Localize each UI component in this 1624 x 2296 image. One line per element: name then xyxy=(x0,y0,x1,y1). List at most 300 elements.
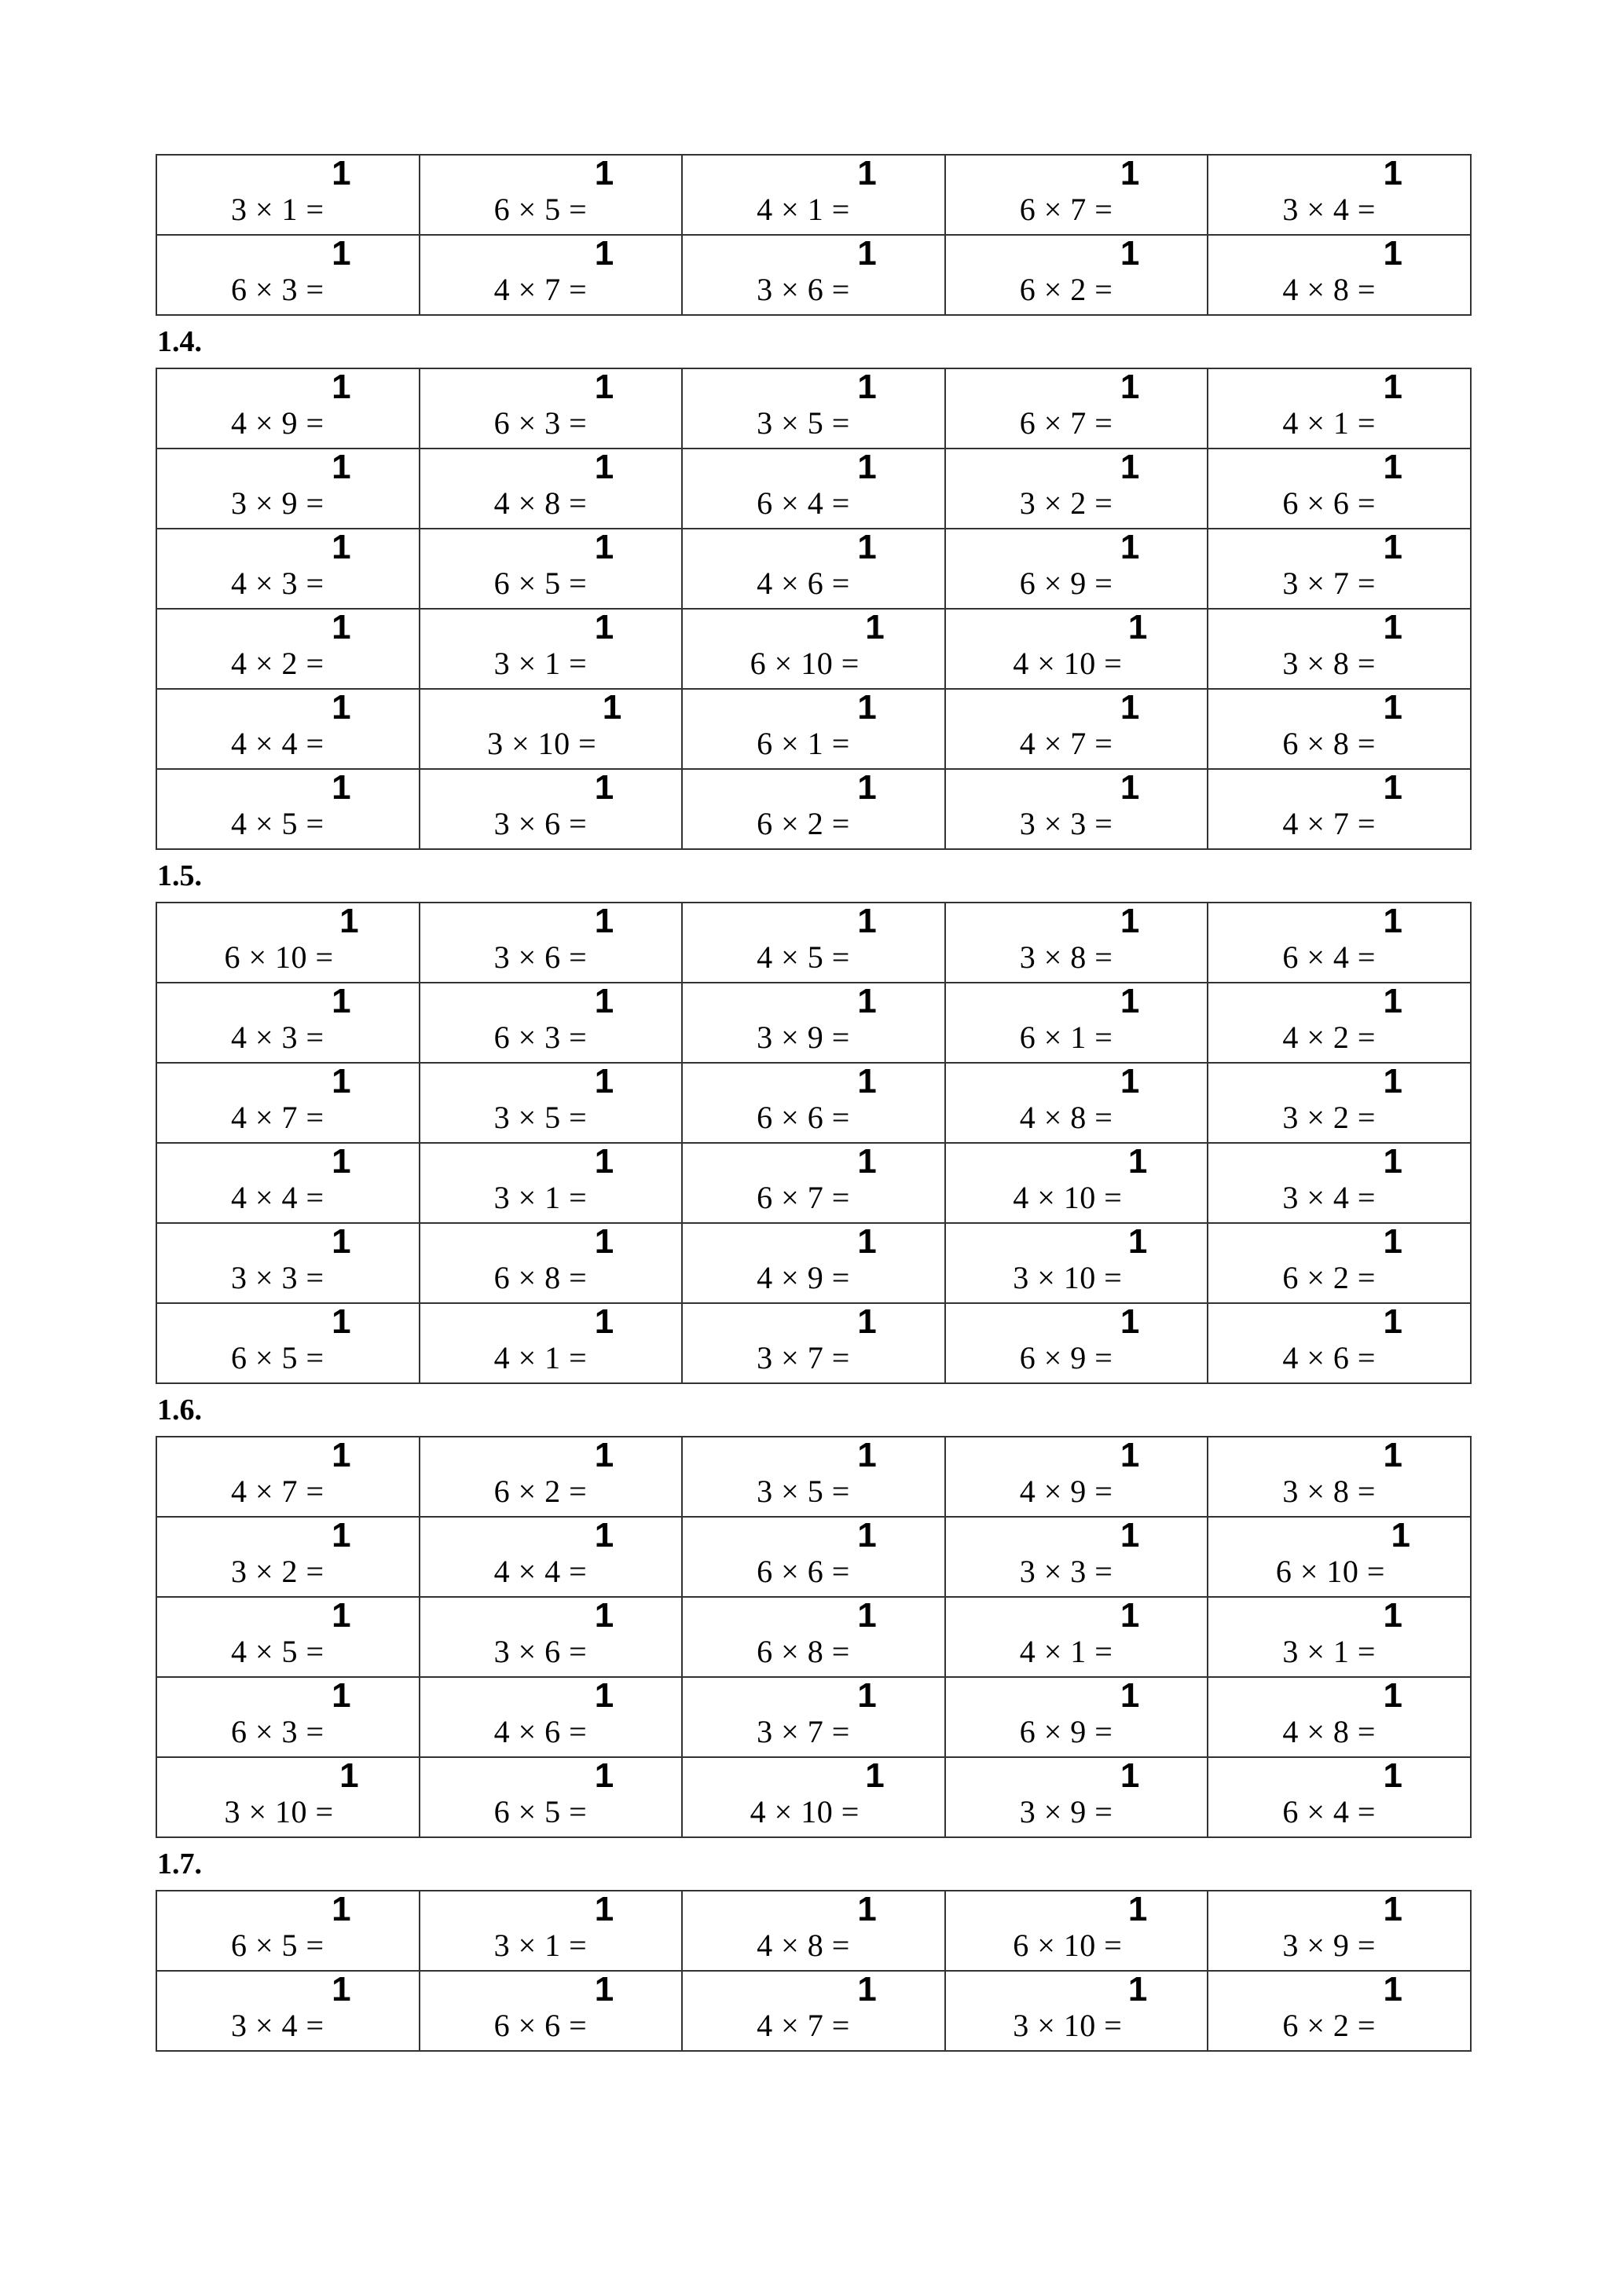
problem-cell xyxy=(945,903,1208,983)
score-mark: 1 xyxy=(332,1222,351,1261)
problem-cell xyxy=(682,449,945,529)
score-mark: 1 xyxy=(1120,1436,1140,1474)
problem-expression: 4 × 7 = xyxy=(1019,726,1113,761)
score-mark: 1 xyxy=(332,528,351,566)
problem-cell xyxy=(682,769,945,849)
score-mark: 1 xyxy=(857,1222,877,1261)
score-mark: 1 xyxy=(332,688,351,727)
problem-cell xyxy=(1208,689,1471,769)
problem-cell xyxy=(945,1597,1208,1677)
problem-expression: 3 × 8 = xyxy=(1282,1474,1376,1509)
problem-expression: 4 × 5 = xyxy=(230,1634,324,1669)
problem-cell xyxy=(420,1223,683,1303)
problem-expression: 6 × 6 = xyxy=(493,2008,588,2043)
problem-expression: 4 × 10 = xyxy=(1013,646,1123,681)
problem-expression: 4 × 5 = xyxy=(230,806,324,841)
score-mark: 1 xyxy=(1120,368,1140,406)
problem-expression: 3 × 4 = xyxy=(1282,1180,1376,1215)
problem-cell xyxy=(156,1143,420,1223)
exercise-section xyxy=(156,316,1472,850)
problem-cell xyxy=(156,1063,420,1143)
score-mark: 1 xyxy=(1383,154,1402,192)
problem-expression: 4 × 8 = xyxy=(493,485,588,521)
table-row xyxy=(156,903,1471,983)
section-title: 1.6. xyxy=(157,1393,202,1426)
table-row xyxy=(156,1303,1471,1383)
table-row xyxy=(156,1597,1471,1677)
problem-cell xyxy=(945,1891,1208,1971)
exercise-section xyxy=(156,850,1472,1384)
score-mark: 1 xyxy=(594,1516,614,1554)
problem-cell xyxy=(945,1517,1208,1597)
worksheet-page xyxy=(156,154,1472,2052)
problem-cell xyxy=(1208,769,1471,849)
score-mark: 1 xyxy=(594,982,614,1020)
problem-expression: 3 × 5 = xyxy=(757,1474,850,1509)
score-mark: 1 xyxy=(857,1436,877,1474)
score-mark: 1 xyxy=(1383,528,1402,566)
problem-expression: 6 × 2 = xyxy=(1282,1260,1376,1295)
problem-expression: 6 × 3 = xyxy=(230,272,324,307)
score-mark: 1 xyxy=(1120,1596,1140,1635)
problem-expression: 3 × 1 = xyxy=(230,192,324,227)
problem-cell xyxy=(1208,1891,1471,1971)
table-row xyxy=(156,689,1471,769)
section-title: 1.7. xyxy=(157,1847,202,1880)
score-mark: 1 xyxy=(594,902,614,940)
score-mark: 1 xyxy=(332,1302,351,1341)
problem-expression: 6 × 5 = xyxy=(230,1340,324,1375)
score-mark: 1 xyxy=(1120,154,1140,192)
problem-cell xyxy=(156,609,420,689)
problem-expression: 6 × 7 = xyxy=(1019,192,1113,227)
problem-cell xyxy=(1208,1303,1471,1383)
score-mark: 1 xyxy=(332,1516,351,1554)
problem-cell xyxy=(420,1757,683,1837)
score-mark: 1 xyxy=(594,154,614,192)
score-mark: 1 xyxy=(1383,688,1402,727)
score-mark: 1 xyxy=(1383,1142,1402,1181)
problem-expression: 3 × 1 = xyxy=(1282,1634,1376,1669)
score-mark: 1 xyxy=(857,1890,877,1928)
problem-expression: 3 × 2 = xyxy=(230,1554,324,1589)
problem-cell xyxy=(682,1891,945,1971)
problem-cell xyxy=(945,1971,1208,2051)
score-mark: 1 xyxy=(1127,608,1148,646)
problem-cell xyxy=(420,235,683,315)
problem-cell xyxy=(156,529,420,609)
problem-expression: 4 × 9 = xyxy=(1019,1474,1113,1509)
problem-table xyxy=(156,902,1472,1384)
problem-cell xyxy=(156,449,420,529)
problem-expression: 6 × 4 = xyxy=(1282,939,1376,975)
problem-expression: 4 × 10 = xyxy=(1013,1180,1123,1215)
problem-cell xyxy=(420,609,683,689)
problem-expression: 6 × 6 = xyxy=(757,1554,850,1589)
problem-cell xyxy=(1208,449,1471,529)
score-mark: 1 xyxy=(857,1596,877,1635)
problem-expression: 6 × 3 = xyxy=(493,1020,588,1055)
problem-expression: 3 × 1 = xyxy=(493,646,588,681)
score-mark: 1 xyxy=(857,1970,877,2009)
score-mark: 1 xyxy=(1391,1516,1410,1554)
problem-expression: 3 × 10 = xyxy=(1013,1260,1123,1295)
problem-expression: 6 × 2 = xyxy=(1282,2008,1376,2043)
problem-expression: 4 × 9 = xyxy=(757,1260,850,1295)
problem-expression: 3 × 7 = xyxy=(757,1714,850,1749)
score-mark: 1 xyxy=(332,982,351,1020)
score-mark: 1 xyxy=(332,154,351,192)
score-mark: 1 xyxy=(857,1142,877,1181)
problem-cell xyxy=(1208,1971,1471,2051)
score-mark: 1 xyxy=(1383,1970,1402,2009)
score-mark: 1 xyxy=(857,1062,877,1100)
score-mark: 1 xyxy=(1120,1516,1140,1554)
problem-expression: 4 × 8 = xyxy=(1282,272,1376,307)
score-mark: 1 xyxy=(332,1436,351,1474)
problem-expression: 3 × 10 = xyxy=(224,1794,334,1829)
problem-cell xyxy=(1208,1677,1471,1757)
score-mark: 1 xyxy=(857,982,877,1020)
problem-expression: 3 × 4 = xyxy=(230,2008,324,2043)
problem-expression: 6 × 9 = xyxy=(1019,566,1113,601)
problem-expression: 6 × 7 = xyxy=(757,1180,850,1215)
problem-cell xyxy=(1208,235,1471,315)
problem-cell xyxy=(156,689,420,769)
problem-cell xyxy=(682,1063,945,1143)
problem-cell xyxy=(156,1437,420,1517)
problem-expression: 3 × 1 = xyxy=(493,1928,588,1963)
problem-table xyxy=(156,368,1472,850)
problem-expression: 3 × 2 = xyxy=(1019,485,1113,521)
problem-cell xyxy=(420,1303,683,1383)
score-mark: 1 xyxy=(1383,1222,1402,1261)
problem-expression: 4 × 6 = xyxy=(757,566,850,601)
problem-expression: 4 × 1 = xyxy=(757,192,850,227)
score-mark: 1 xyxy=(332,608,351,646)
problem-cell xyxy=(420,368,683,449)
problem-cell xyxy=(420,1971,683,2051)
problem-cell xyxy=(156,1971,420,2051)
problem-expression: 3 × 4 = xyxy=(1282,192,1376,227)
problem-expression: 3 × 9 = xyxy=(757,1020,850,1055)
score-mark: 1 xyxy=(1127,1222,1148,1261)
problem-cell xyxy=(156,1757,420,1837)
exercise-section xyxy=(156,1838,1472,2052)
problem-expression: 3 × 10 = xyxy=(487,726,597,761)
problem-expression: 4 × 6 = xyxy=(1282,1340,1376,1375)
problem-expression: 3 × 5 = xyxy=(757,405,850,441)
problem-expression: 6 × 2 = xyxy=(1019,272,1113,307)
score-mark: 1 xyxy=(594,1222,614,1261)
score-mark: 1 xyxy=(339,902,359,940)
problem-expression: 3 × 6 = xyxy=(493,806,588,841)
problem-cell xyxy=(945,529,1208,609)
table-row xyxy=(156,155,1471,235)
score-mark: 1 xyxy=(1120,1302,1140,1341)
problem-cell xyxy=(1208,1757,1471,1837)
problem-expression: 4 × 7 = xyxy=(230,1474,324,1509)
problem-cell xyxy=(156,1677,420,1757)
problem-cell xyxy=(156,1223,420,1303)
table-row xyxy=(156,529,1471,609)
score-mark: 1 xyxy=(1120,234,1140,273)
score-mark: 1 xyxy=(1120,1676,1140,1715)
score-mark: 1 xyxy=(1120,448,1140,486)
score-mark: 1 xyxy=(602,688,622,727)
table-row xyxy=(156,983,1471,1063)
table-row xyxy=(156,235,1471,315)
problem-expression: 3 × 9 = xyxy=(230,485,324,521)
problem-expression: 3 × 5 = xyxy=(493,1100,588,1135)
score-mark: 1 xyxy=(332,448,351,486)
problem-expression: 4 × 8 = xyxy=(757,1928,850,1963)
problem-expression: 4 × 10 = xyxy=(750,1794,860,1829)
problem-cell xyxy=(1208,1597,1471,1677)
problem-cell xyxy=(682,1143,945,1223)
score-mark: 1 xyxy=(1383,1596,1402,1635)
problem-cell xyxy=(156,1303,420,1383)
problem-cell xyxy=(156,155,420,235)
problem-expression: 3 × 3 = xyxy=(1019,1554,1113,1589)
score-mark: 1 xyxy=(594,1970,614,2009)
problem-cell xyxy=(682,1757,945,1837)
problem-expression: 4 × 3 = xyxy=(230,566,324,601)
section-title: 1.4. xyxy=(157,325,202,358)
score-mark: 1 xyxy=(594,234,614,273)
problem-expression: 4 × 4 = xyxy=(230,726,324,761)
problem-cell xyxy=(682,609,945,689)
problem-expression: 4 × 1 = xyxy=(493,1340,588,1375)
problem-cell xyxy=(156,368,420,449)
problem-expression: 4 × 7 = xyxy=(1282,806,1376,841)
problem-cell xyxy=(945,155,1208,235)
problem-expression: 3 × 9 = xyxy=(1282,1928,1376,1963)
problem-expression: 6 × 5 = xyxy=(493,566,588,601)
problem-expression: 3 × 8 = xyxy=(1019,939,1113,975)
problem-cell xyxy=(682,1303,945,1383)
score-mark: 1 xyxy=(1120,902,1140,940)
problem-expression: 6 × 10 = xyxy=(224,939,334,975)
problem-expression: 3 × 10 = xyxy=(1013,2008,1123,2043)
problem-cell xyxy=(945,1757,1208,1837)
score-mark: 1 xyxy=(857,368,877,406)
problem-expression: 6 × 1 = xyxy=(757,726,850,761)
score-mark: 1 xyxy=(857,234,877,273)
problem-cell xyxy=(420,1063,683,1143)
problem-expression: 4 × 7 = xyxy=(757,2008,850,2043)
score-mark: 1 xyxy=(857,688,877,727)
score-mark: 1 xyxy=(1383,1062,1402,1100)
problem-expression: 6 × 8 = xyxy=(757,1634,850,1669)
problem-cell xyxy=(945,983,1208,1063)
problem-expression: 4 × 8 = xyxy=(1019,1100,1113,1135)
problem-cell xyxy=(420,689,683,769)
problem-cell xyxy=(420,1597,683,1677)
score-mark: 1 xyxy=(1127,1142,1148,1181)
problem-cell xyxy=(682,1437,945,1517)
problem-cell xyxy=(682,529,945,609)
problem-expression: 6 × 2 = xyxy=(757,806,850,841)
problem-expression: 6 × 1 = xyxy=(1019,1020,1113,1055)
score-mark: 1 xyxy=(332,768,351,807)
problem-cell xyxy=(682,1677,945,1757)
score-mark: 1 xyxy=(1120,688,1140,727)
score-mark: 1 xyxy=(1383,768,1402,807)
problem-table xyxy=(156,1890,1472,2052)
score-mark: 1 xyxy=(1383,1756,1402,1795)
score-mark: 1 xyxy=(332,1142,351,1181)
problem-expression: 6 × 5 = xyxy=(493,192,588,227)
problem-cell xyxy=(945,769,1208,849)
problem-cell xyxy=(420,1143,683,1223)
problem-expression: 4 × 7 = xyxy=(230,1100,324,1135)
problem-expression: 4 × 3 = xyxy=(230,1020,324,1055)
score-mark: 1 xyxy=(1120,982,1140,1020)
score-mark: 1 xyxy=(1383,448,1402,486)
problem-cell xyxy=(1208,1223,1471,1303)
problem-cell xyxy=(1208,155,1471,235)
table-row xyxy=(156,1891,1471,1971)
score-mark: 1 xyxy=(594,528,614,566)
problem-expression: 3 × 3 = xyxy=(1019,806,1113,841)
problem-cell xyxy=(945,1063,1208,1143)
score-mark: 1 xyxy=(857,528,877,566)
table-row xyxy=(156,609,1471,689)
score-mark: 1 xyxy=(594,768,614,807)
score-mark: 1 xyxy=(594,1596,614,1635)
score-mark: 1 xyxy=(594,1676,614,1715)
problem-cell xyxy=(420,1677,683,1757)
problem-expression: 6 × 10 = xyxy=(1275,1554,1385,1589)
problem-cell xyxy=(1208,609,1471,689)
score-mark: 1 xyxy=(857,1516,877,1554)
problem-expression: 6 × 10 = xyxy=(1013,1928,1123,1963)
score-mark: 1 xyxy=(332,368,351,406)
table-row xyxy=(156,1437,1471,1517)
score-mark: 1 xyxy=(1383,1676,1402,1715)
problem-cell xyxy=(156,903,420,983)
table-row xyxy=(156,769,1471,849)
problem-expression: 3 × 6 = xyxy=(493,1634,588,1669)
problem-cell xyxy=(156,983,420,1063)
problem-expression: 6 × 5 = xyxy=(230,1928,324,1963)
problem-expression: 6 × 10 = xyxy=(750,646,860,681)
problem-cell xyxy=(1208,1063,1471,1143)
table-row xyxy=(156,1757,1471,1837)
problem-cell xyxy=(420,1517,683,1597)
problem-expression: 6 × 4 = xyxy=(757,485,850,521)
score-mark: 1 xyxy=(332,1970,351,2009)
problem-expression: 3 × 1 = xyxy=(493,1180,588,1215)
problem-cell xyxy=(945,449,1208,529)
score-mark: 1 xyxy=(332,1890,351,1928)
problem-cell xyxy=(420,529,683,609)
problem-expression: 6 × 3 = xyxy=(230,1714,324,1749)
table-row xyxy=(156,1677,1471,1757)
problem-cell xyxy=(156,1891,420,1971)
problem-cell xyxy=(682,1971,945,2051)
score-mark: 1 xyxy=(332,1596,351,1635)
score-mark: 1 xyxy=(332,234,351,273)
table-row xyxy=(156,1971,1471,2051)
score-mark: 1 xyxy=(594,1436,614,1474)
score-mark: 1 xyxy=(857,768,877,807)
problem-expression: 6 × 9 = xyxy=(1019,1714,1113,1749)
problem-cell xyxy=(420,983,683,1063)
problem-cell xyxy=(682,689,945,769)
score-mark: 1 xyxy=(594,368,614,406)
problem-cell xyxy=(945,235,1208,315)
problem-expression: 4 × 8 = xyxy=(1282,1714,1376,1749)
score-mark: 1 xyxy=(594,608,614,646)
problem-expression: 4 × 4 = xyxy=(230,1180,324,1215)
problem-table xyxy=(156,1436,1472,1838)
score-mark: 1 xyxy=(1383,608,1402,646)
score-mark: 1 xyxy=(1127,1970,1148,2009)
score-mark: 1 xyxy=(339,1756,359,1795)
score-mark: 1 xyxy=(857,154,877,192)
problem-cell xyxy=(1208,903,1471,983)
problem-cell xyxy=(682,983,945,1063)
problem-expression: 3 × 3 = xyxy=(230,1260,324,1295)
score-mark: 1 xyxy=(1383,982,1402,1020)
score-mark: 1 xyxy=(857,448,877,486)
problem-cell xyxy=(156,1517,420,1597)
problem-expression: 3 × 6 = xyxy=(493,939,588,975)
score-mark: 1 xyxy=(594,448,614,486)
section-title: 1.5. xyxy=(157,859,202,892)
problem-cell xyxy=(682,235,945,315)
problem-cell xyxy=(945,689,1208,769)
score-mark: 1 xyxy=(857,1676,877,1715)
score-mark: 1 xyxy=(1383,1302,1402,1341)
problem-expression: 3 × 6 = xyxy=(757,272,850,307)
problem-expression: 4 × 9 = xyxy=(230,405,324,441)
problem-cell xyxy=(682,903,945,983)
problem-table xyxy=(156,154,1472,316)
table-row xyxy=(156,1143,1471,1223)
score-mark: 1 xyxy=(332,1676,351,1715)
problem-cell xyxy=(156,1597,420,1677)
table-row xyxy=(156,1223,1471,1303)
problem-cell xyxy=(420,1891,683,1971)
score-mark: 1 xyxy=(1120,1062,1140,1100)
problem-expression: 3 × 7 = xyxy=(1282,566,1376,601)
problem-expression: 6 × 7 = xyxy=(1019,405,1113,441)
problem-expression: 6 × 4 = xyxy=(1282,1794,1376,1829)
problem-cell xyxy=(682,368,945,449)
table-row xyxy=(156,449,1471,529)
problem-expression: 4 × 4 = xyxy=(493,1554,588,1589)
exercise-section xyxy=(156,1384,1472,1838)
score-mark: 1 xyxy=(594,1062,614,1100)
problem-expression: 6 × 9 = xyxy=(1019,1340,1113,1375)
score-mark: 1 xyxy=(1383,1890,1402,1928)
problem-expression: 4 × 5 = xyxy=(757,939,850,975)
problem-cell xyxy=(1208,983,1471,1063)
problem-cell xyxy=(1208,368,1471,449)
problem-cell xyxy=(420,449,683,529)
problem-expression: 6 × 5 = xyxy=(493,1794,588,1829)
problem-expression: 6 × 8 = xyxy=(1282,726,1376,761)
problem-cell xyxy=(682,1597,945,1677)
score-mark: 1 xyxy=(1120,768,1140,807)
score-mark: 1 xyxy=(594,1890,614,1928)
problem-cell xyxy=(945,368,1208,449)
score-mark: 1 xyxy=(1383,234,1402,273)
problem-cell xyxy=(156,769,420,849)
